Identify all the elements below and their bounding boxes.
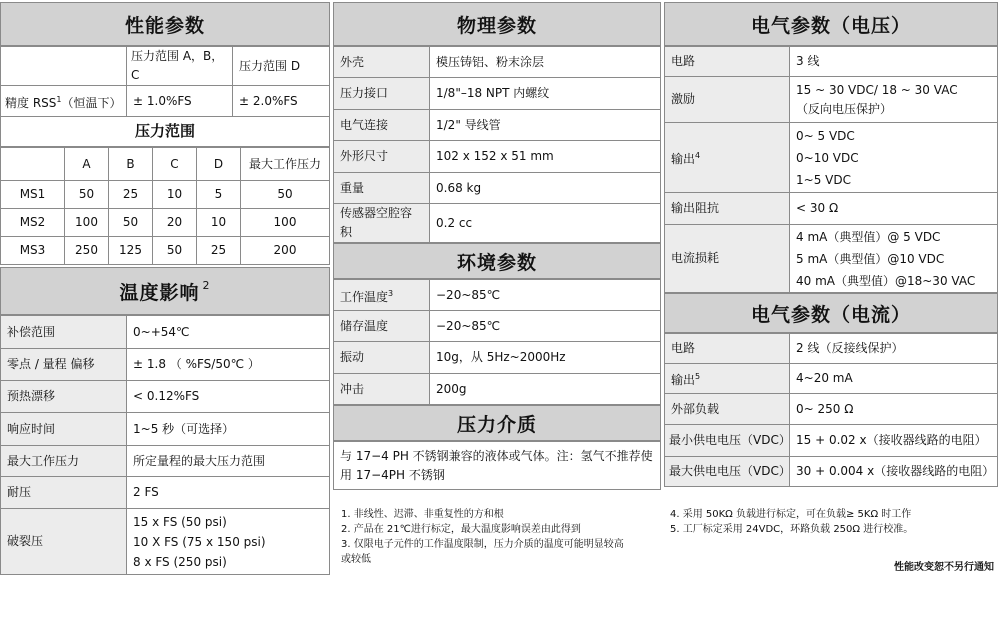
max-supply-value: 30 + 0.004 x（接收器线路的电阻） <box>790 457 998 487</box>
impedance-value: < 30 Ω <box>790 193 998 225</box>
range-cell: 50 <box>241 181 330 209</box>
temperature-title-text: 温度影响 <box>119 281 200 304</box>
table-row <box>334 47 661 78</box>
temp-label: 预热漂移 <box>1 381 127 413</box>
rss-d-value: ± 2.0%FS <box>233 86 330 117</box>
range-title: 压力范围 <box>1 117 330 147</box>
load-value: 0~ 250 Ω <box>790 394 998 425</box>
current-draw-label: 电流损耗 <box>665 225 790 293</box>
footnote: 5. 工厂标定采用 24VDC，环路负载 250Ω 进行校准。 <box>670 524 914 535</box>
range-table <box>0 147 330 265</box>
range-cell: 25 <box>197 237 241 265</box>
volt-output-sup: 4 <box>695 151 701 160</box>
current-draw-value: 4 mA（典型值）@ 5 VDC <box>796 229 941 244</box>
table-row <box>665 193 998 225</box>
performance-title: 性能参数 <box>0 2 330 46</box>
table-row <box>1 181 330 209</box>
range-cell: 50 <box>65 181 109 209</box>
table-row <box>1 446 330 477</box>
performance-header-abc: 压力范围 A，B，C <box>127 47 233 86</box>
temp-label: 最大工作压力 <box>1 446 127 477</box>
range-cell: 50 <box>153 237 197 265</box>
range-cell: 50 <box>109 209 153 237</box>
table-row <box>665 77 998 123</box>
phys-label: 电气连接 <box>334 110 430 141</box>
physical-title: 物理参数 <box>333 2 661 46</box>
env-value: −20~85℃ <box>430 311 661 342</box>
table-row <box>334 311 661 342</box>
media-table <box>333 441 661 490</box>
phys-label: 传感器空腔容积 <box>334 204 430 243</box>
column-electrical <box>664 2 998 487</box>
burst-values <box>127 509 330 575</box>
range-cell: 200 <box>241 237 330 265</box>
media-text: 与 17−4 PH 不锈钢兼容的液体或气体。注：氢气不推荐使用 17−4PH 不锈钢 <box>334 442 661 490</box>
temp-value: 所定量程的最大压力范围 <box>127 446 330 477</box>
table-row <box>665 123 998 193</box>
table-row <box>665 334 998 364</box>
volt-circuit-value: 3 线 <box>790 47 998 77</box>
range-header-blank <box>1 148 65 181</box>
env-value: −20~85℃ <box>430 280 661 311</box>
current-title: 电气参数（电流） <box>664 293 998 333</box>
phys-label: 重量 <box>334 173 430 204</box>
volt-output-label: 输出 <box>671 152 696 166</box>
temp-label: 零点 / 量程 偏移 <box>1 349 127 381</box>
temp-value: ± 1.8 （ %FS/50℃ ） <box>127 349 330 381</box>
curr-circuit-label: 电路 <box>665 334 790 364</box>
phys-label: 压力接口 <box>334 78 430 110</box>
range-header-c: C <box>153 148 197 181</box>
rss-label-cell <box>1 86 127 117</box>
range-cell: MS1 <box>1 181 65 209</box>
curr-output-sup: 5 <box>695 372 701 381</box>
env-label: 冲击 <box>334 374 430 405</box>
performance-header-blank <box>1 47 127 86</box>
burst-value: 15 x FS (50 psi) <box>133 514 227 529</box>
excitation-values <box>790 77 998 123</box>
table-row <box>1 209 330 237</box>
footnotes-left <box>341 507 661 567</box>
temperature-title-sup: 2 <box>202 278 211 292</box>
env-label: 储存温度 <box>334 311 430 342</box>
excitation-label: 激励 <box>665 77 790 123</box>
table-row <box>1 237 330 265</box>
table-row <box>334 173 661 204</box>
current-table <box>664 333 998 487</box>
current-draw-values <box>790 225 998 293</box>
table-row <box>1 316 330 349</box>
column-performance <box>0 2 330 575</box>
performance-table <box>0 46 330 147</box>
range-cell: 25 <box>109 181 153 209</box>
volt-output-value: 1~5 VDC <box>796 172 851 187</box>
phys-value: 0.2 cc <box>430 204 661 243</box>
phys-value: 1/2" 导线管 <box>430 110 661 141</box>
column-physical <box>333 2 661 490</box>
footer-note: 性能改变恕不另行通知 <box>894 562 994 573</box>
environment-table <box>333 279 661 405</box>
temp-value: 2 FS <box>127 477 330 509</box>
table-row <box>1 381 330 413</box>
rss-abc-value: ± 1.0%FS <box>127 86 233 117</box>
min-supply-label: 最小供电电压（VDC） <box>665 425 790 457</box>
phys-label: 外形尺寸 <box>334 141 430 173</box>
table-row <box>665 225 998 293</box>
footnotes-right <box>670 507 1000 537</box>
footnote: 4. 采用 50KΩ 负载进行标定，可在负载≥ 5KΩ 时工作 <box>670 509 912 520</box>
rss-sup: 1 <box>56 94 62 104</box>
range-header-a: A <box>65 148 109 181</box>
curr-output-label: 输出 <box>671 373 696 387</box>
volt-output-value: 0~10 VDC <box>796 150 859 165</box>
range-cell: MS3 <box>1 237 65 265</box>
load-label: 外部负载 <box>665 394 790 425</box>
range-header-b: B <box>109 148 153 181</box>
footnote: 1. 非线性、迟滞、非重复性的方和根 <box>341 509 504 520</box>
range-header-d: D <box>197 148 241 181</box>
excitation-value: 15 ~ 30 VDC/ 18 ~ 30 VAC <box>796 82 958 97</box>
volt-circuit-label: 电路 <box>665 47 790 77</box>
volt-output-values <box>790 123 998 193</box>
impedance-label: 输出阻抗 <box>665 193 790 225</box>
current-draw-value: 5 mA（典型值）@10 VDC <box>796 251 945 266</box>
rss-suffix: （恒温下） <box>61 95 122 110</box>
env-label <box>334 280 430 311</box>
environment-title: 环境参数 <box>333 243 661 279</box>
temp-value: < 0.12%FS <box>127 381 330 413</box>
rss-label: 精度 RSS <box>5 95 57 110</box>
phys-value: 0.68 kg <box>430 173 661 204</box>
excitation-value: （反向电压保护） <box>796 101 893 116</box>
table-row <box>665 47 998 77</box>
range-cell: 20 <box>153 209 197 237</box>
burst-value: 10 X FS (75 x 150 psi) <box>133 534 266 549</box>
voltage-table <box>664 46 998 293</box>
op-temp-label: 工作温度 <box>340 289 389 304</box>
range-cell: 100 <box>65 209 109 237</box>
temp-value: 1~5 秒（可选择） <box>127 413 330 446</box>
table-row <box>334 342 661 374</box>
voltage-title: 电气参数（电压） <box>664 2 998 46</box>
physical-table <box>333 46 661 243</box>
phys-value: 1/8"–18 NPT 内螺纹 <box>430 78 661 110</box>
table-row <box>1 477 330 509</box>
curr-output-label-cell <box>665 364 790 394</box>
temp-label: 响应时间 <box>1 413 127 446</box>
volt-output-label-cell <box>665 123 790 193</box>
media-title: 压力介质 <box>333 405 661 441</box>
phys-value: 102 x 152 x 51 mm <box>430 141 661 173</box>
temperature-title <box>0 267 330 315</box>
table-row <box>334 374 661 405</box>
range-cell: 250 <box>65 237 109 265</box>
footnote: 2. 产品在 21℃进行标定，最大温度影响误差由此得到 <box>341 524 581 535</box>
op-temp-sup: 3 <box>388 288 394 298</box>
range-cell: MS2 <box>1 209 65 237</box>
range-cell: 125 <box>109 237 153 265</box>
env-label: 振动 <box>334 342 430 374</box>
env-value: 200g <box>430 374 661 405</box>
temp-label: 耐压 <box>1 477 127 509</box>
burst-label: 破裂压 <box>1 509 127 575</box>
footnote: 3. 仅限电子元件的工作温度限制，压力介质的温度可能明显较高 <box>341 539 624 550</box>
env-value: 10g，从 5Hz~2000Hz <box>430 342 661 374</box>
range-header-max: 最大工作压力 <box>241 148 330 181</box>
range-cell: 5 <box>197 181 241 209</box>
table-row <box>1 349 330 381</box>
min-supply-value: 15 + 0.02 x（接收器线路的电阻） <box>790 425 998 457</box>
table-row <box>334 141 661 173</box>
curr-circuit-value: 2 线（反接线保护） <box>790 334 998 364</box>
table-row <box>665 394 998 425</box>
range-cell: 10 <box>153 181 197 209</box>
max-supply-label: 最大供电电压（VDC） <box>665 457 790 487</box>
table-row <box>334 204 661 243</box>
table-row <box>1 509 330 575</box>
burst-value: 8 x FS (250 psi) <box>133 554 227 569</box>
performance-header-d: 压力范围 D <box>233 47 330 86</box>
table-row <box>1 413 330 446</box>
footnote: 或较低 <box>341 554 371 565</box>
range-cell: 100 <box>241 209 330 237</box>
table-row <box>665 425 998 457</box>
temp-label: 补偿范围 <box>1 316 127 349</box>
table-row <box>334 78 661 110</box>
table-row <box>334 110 661 141</box>
current-draw-value: 40 mA（典型值）@18~30 VAC <box>796 273 976 288</box>
temperature-table <box>0 315 330 575</box>
table-row <box>665 364 998 394</box>
volt-output-value: 0~ 5 VDC <box>796 128 855 143</box>
table-row <box>665 457 998 487</box>
phys-value: 模压铸铝、粉末涂层 <box>430 47 661 78</box>
curr-output-value: 4~20 mA <box>790 364 998 394</box>
table-row <box>334 280 661 311</box>
range-cell: 10 <box>197 209 241 237</box>
temp-value: 0~+54℃ <box>127 316 330 349</box>
phys-label: 外壳 <box>334 47 430 78</box>
